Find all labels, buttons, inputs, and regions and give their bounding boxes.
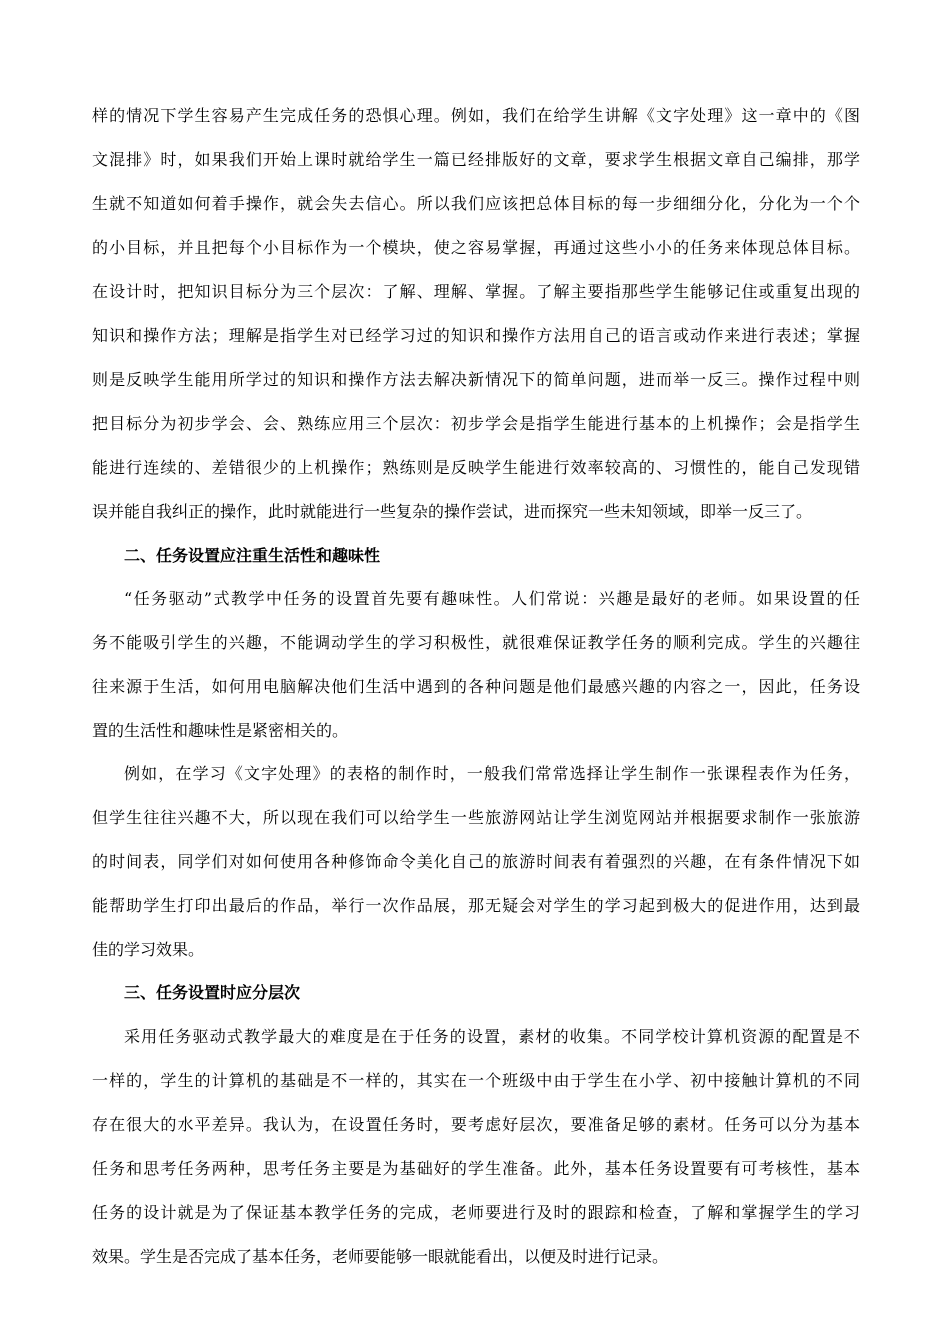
section-heading: 二、任务设置应注重生活性和趣味性: [124, 546, 381, 565]
text-line: “任务驱动”式教学中任务的设置首先要有趣味性。人们常说：兴趣是最好的老师。如果设置的任: [124, 589, 860, 608]
text-line: 往来源于生活，如何用电脑解决他们生活中遇到的各种问题是他们最感兴趣的内容之一，因此，任务设: [92, 677, 860, 696]
section-heading: 三、任务设置时应分层次: [124, 983, 301, 1002]
text-line: 佳的学习效果。: [92, 940, 205, 959]
text-line: 知识和操作方法；理解是指学生对已经学习过的知识和操作方法用自己的语言或动作来进行表述；掌握: [92, 326, 860, 345]
text-line: 一样的，学生的计算机的基础是不一样的，其实在一个班级中由于学生在小学、初中接触计算机的不同: [92, 1071, 860, 1090]
text-line: 能帮助学生打印出最后的作品，举行一次作品展，那无疑会对学生的学习起到极大的促进作用，达到最: [92, 896, 860, 915]
text-line: 误并能自我纠正的操作，此时就能进行一些复杂的操作尝试，进而探究一些未知领域，即举一反三了。: [92, 502, 813, 521]
text-line: 采用任务驱动式教学最大的难度是在于任务的设置，素材的收集。不同学校计算机资源的配置是不: [124, 1027, 860, 1046]
text-line: 效果。学生是否完成了基本任务，老师要能够一眼就能看出，以便及时进行记录。: [92, 1247, 669, 1266]
text-line: 务不能吸引学生的兴趣，不能调动学生的学习积极性，就很难保证教学任务的顺利完成。学生的兴趣往: [92, 633, 860, 652]
text-line: 在设计时，把知识目标分为三个层次：了解、理解、掌握。了解主要指那些学生能够记住或重复出现的: [92, 282, 860, 301]
text-line: 置的生活性和趣味性是紧密相关的。: [92, 721, 349, 740]
text-line: 的小目标，并且把每个小目标作为一个模块，使之容易掌握，再通过这些小小的任务来体现总体目标。: [92, 238, 860, 257]
text-line: 例如，在学习《文字处理》的表格的制作时，一般我们常常选择让学生制作一张课程表作为任务，: [124, 764, 860, 783]
text-line: 任务的设计就是为了保证基本教学任务的完成，老师要进行及时的跟踪和检查，了解和掌握学生的学习: [92, 1203, 860, 1222]
text-line: 但学生往往兴趣不大，所以现在我们可以给学生一些旅游网站让学生浏览网站并根据要求制作一张旅游: [92, 808, 860, 827]
text-line: 文混排》时，如果我们开始上课时就给学生一篇已经排版好的文章，要求学生根据文章自己编排，那学: [92, 150, 860, 169]
text-line: 能进行连续的、差错很少的上机操作；熟练则是反映学生能进行效率较高的、习惯性的，能自己发现错: [92, 458, 860, 477]
text-line: 存在很大的水平差异。我认为，在设置任务时，要考虑好层次，要准备足够的素材。任务可以分为基本: [92, 1115, 860, 1134]
text-line: 任务和思考任务两种，思考任务主要是为基础好的学生准备。此外，基本任务设置要有可考核性，基本: [92, 1159, 860, 1178]
text-line: 则是反映学生能用所学过的知识和操作方法去解决新情况下的简单问题，进而举一反三。操作过程中则: [92, 370, 860, 389]
text-line: 的时间表，同学们对如何使用各种修饰命令美化自己的旅游时间表有着强烈的兴趣，在有条件情况下如: [92, 852, 860, 871]
text-line: 样的情况下学生容易产生完成任务的恐惧心理。例如，我们在给学生讲解《文字处理》这一章中的《图: [92, 106, 860, 125]
text-line: 把目标分为初步学会、会、熟练应用三个层次：初步学会是指学生能进行基本的上机操作；会是指学生: [92, 414, 860, 433]
text-line: 生就不知道如何着手操作，就会失去信心。所以我们应该把总体目标的每一步细细分化，分化为一个个: [92, 194, 860, 213]
